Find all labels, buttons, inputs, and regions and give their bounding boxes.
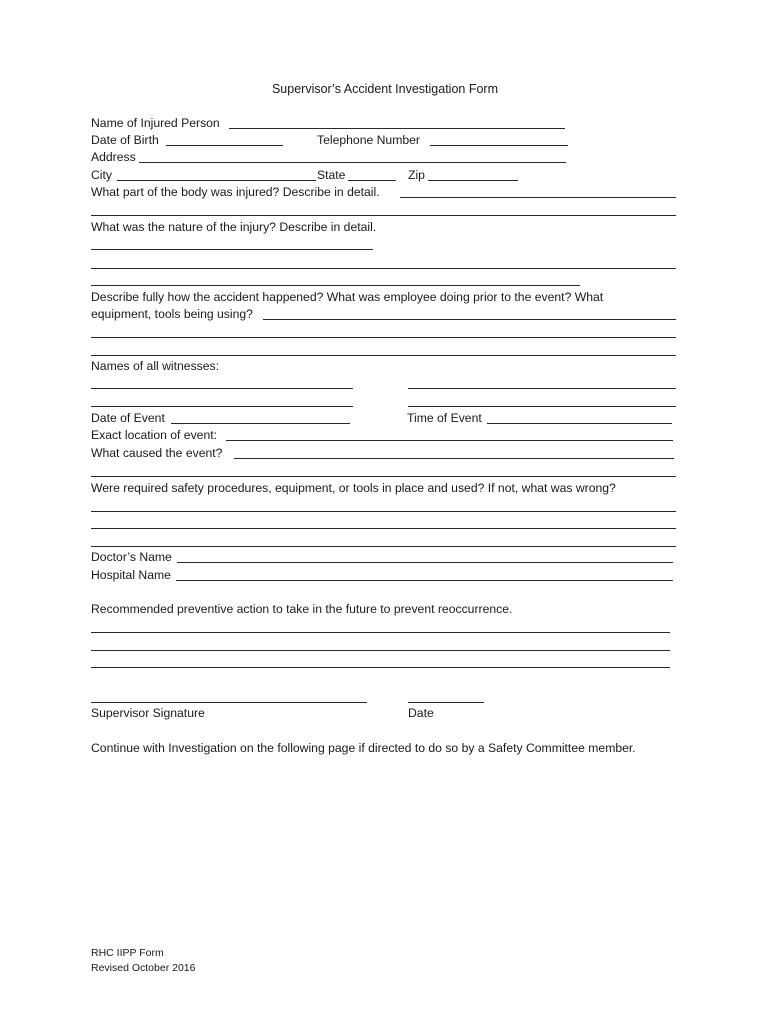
how-happened-field-line-3[interactable] [91,355,676,356]
how-happened-label-2: equipment, tools being using? [91,307,253,321]
date-of-event-field[interactable] [171,423,350,424]
witness-field-2[interactable] [408,388,676,389]
witness-field-3[interactable] [91,406,353,407]
address-field[interactable] [139,162,566,163]
doctor-field[interactable] [177,562,673,563]
state-field[interactable] [348,180,396,181]
how-happened-field-line-1[interactable] [263,319,676,320]
hospital-field[interactable] [176,580,673,581]
dob-label: Date of Birth [91,133,159,147]
preventive-label: Recommended preventive action to take in the future to prevent reoccurrence. [91,602,513,616]
time-of-event-field[interactable] [487,423,672,424]
zip-field[interactable] [428,180,518,181]
nature-field-line-1[interactable] [91,249,373,250]
city-field[interactable] [117,180,316,181]
page-title: Supervisor’s Accident Investigation Form [271,82,499,96]
address-label: Address [91,150,136,164]
how-happened-field-line-2[interactable] [91,337,676,338]
telephone-field[interactable] [430,145,568,146]
footer-form-name: RHC IIPP Form [91,947,164,959]
body-part-field-line-2[interactable] [91,215,676,216]
nature-field-line-3[interactable] [91,285,580,286]
cause-label: What caused the event? [91,446,223,460]
signature-date-label: Date [408,706,434,720]
safety-field-line-3[interactable] [91,546,676,547]
how-happened-label: Describe fully how the accident happened? What was employee doing prior to the event? What [91,290,604,304]
safety-procedures-label: Were required safety procedures, equipment, or tools in place and used? If not, what was wrong? [91,481,616,495]
footer-revised: Revised October 2016 [91,962,196,974]
continue-note: Continue with Investigation on the following page if directed to do so by a Safety Committee member. [91,741,636,755]
doctor-label: Doctor’s Name [91,550,172,564]
nature-field-line-2[interactable] [91,268,676,269]
signature-date-field[interactable] [408,702,484,703]
zip-label: Zip [408,168,425,182]
exact-location-label: Exact location of event: [91,428,218,442]
date-of-event-label: Date of Event [91,411,165,425]
hospital-label: Hospital Name [91,568,171,582]
cause-field-line-1[interactable] [234,458,674,459]
cause-field-line-2[interactable] [91,476,676,477]
nature-label: What was the nature of the injury? Describe in detail. [91,220,377,234]
time-of-event-label: Time of Event [407,411,482,425]
injured-name-label: Name of Injured Person [91,116,220,130]
telephone-label: Telephone Number [317,133,420,147]
witness-field-4[interactable] [408,406,676,407]
preventive-field-line-3[interactable] [91,667,670,668]
preventive-field-line-2[interactable] [91,650,670,651]
body-part-field[interactable] [400,197,676,198]
exact-location-field[interactable] [226,440,673,441]
supervisor-signature-field[interactable] [91,702,367,703]
witnesses-label: Names of all witnesses: [91,359,220,373]
dob-field[interactable] [166,145,283,146]
safety-field-line-2[interactable] [91,528,676,529]
city-label: City [91,168,112,182]
injured-name-field[interactable] [229,128,565,129]
preventive-field-line-1[interactable] [91,632,670,633]
safety-field-line-1[interactable] [91,511,676,512]
body-part-label: What part of the body was injured? Describe in detail. [91,185,380,199]
witness-field-1[interactable] [91,388,353,389]
state-label: State [317,168,346,182]
supervisor-signature-label: Supervisor Signature [91,706,205,720]
